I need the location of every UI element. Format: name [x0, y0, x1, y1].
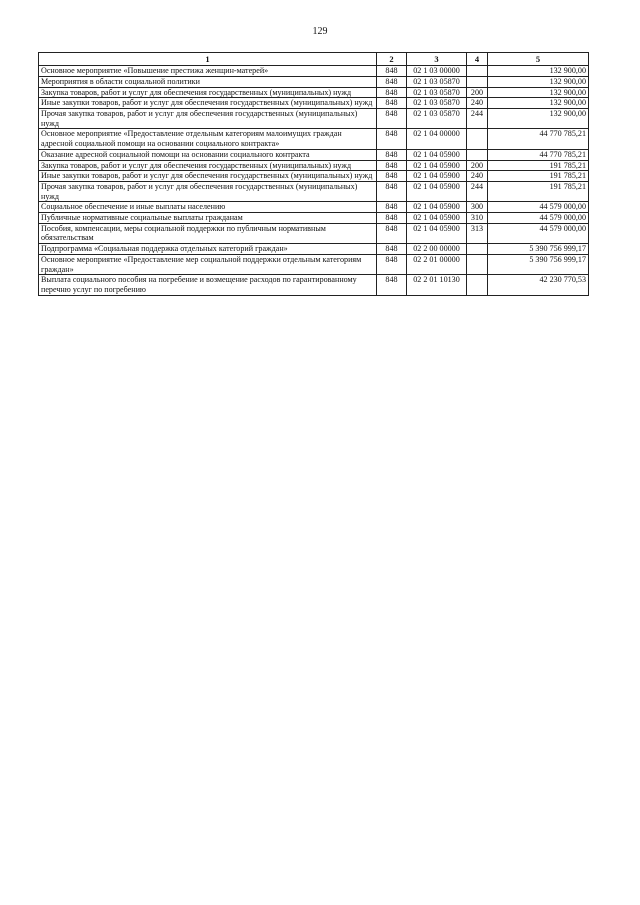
cell-sum: 191 785,21	[488, 181, 589, 201]
cell-gr: 848	[377, 76, 407, 87]
cell-name: Закупка товаров, работ и услуг для обеспечения государственных (муниципальных) нужд	[39, 160, 377, 171]
cell-name: Пособия, компенсации, меры социальной поддержки по публичным нормативным обязательствам	[39, 223, 377, 243]
cell-sum: 44 770 785,21	[488, 149, 589, 160]
cell-csr: 02 1 04 05900	[407, 202, 467, 213]
cell-name: Прочая закупка товаров, работ и услуг для обеспечения государственных (муниципальных) нужд	[39, 181, 377, 201]
cell-gr: 848	[377, 223, 407, 243]
cell-csr: 02 1 04 05900	[407, 171, 467, 182]
table-row	[39, 202, 589, 213]
cell-name: Выплата социального пособия на погребение и возмещение расходов по гарантированному перечню услуг по погребению	[39, 275, 377, 295]
cell-vr: 244	[467, 109, 488, 129]
cell-name: Прочая закупка товаров, работ и услуг для обеспечения государственных (муниципальных) нужд	[39, 109, 377, 129]
cell-name: Иные закупки товаров, работ и услуг для обеспечения государственных (муниципальных) нужд	[39, 98, 377, 109]
cell-vr: 200	[467, 160, 488, 171]
cell-csr: 02 1 03 05870	[407, 87, 467, 98]
cell-sum: 132 900,00	[488, 66, 589, 77]
cell-csr: 02 1 04 05900	[407, 181, 467, 201]
cell-sum: 44 770 785,21	[488, 129, 589, 149]
cell-vr	[467, 66, 488, 77]
cell-sum: 132 900,00	[488, 76, 589, 87]
cell-sum: 132 900,00	[488, 87, 589, 98]
cell-vr: 200	[467, 87, 488, 98]
cell-gr: 848	[377, 254, 407, 274]
table-row	[39, 109, 589, 129]
header-col-3: 3	[407, 53, 467, 66]
cell-name: Основное мероприятие «Предоставление отдельным категориям малоимущих граждан адресной социальной помощи на основании социального контракта»	[39, 129, 377, 149]
table-row	[39, 244, 589, 255]
cell-vr: 313	[467, 223, 488, 243]
cell-vr: 240	[467, 171, 488, 182]
cell-sum: 132 900,00	[488, 109, 589, 129]
cell-gr: 848	[377, 149, 407, 160]
table-row	[39, 98, 589, 109]
cell-sum: 44 579 000,00	[488, 202, 589, 213]
cell-name: Мероприятия в области социальной политики	[39, 76, 377, 87]
cell-name: Основное мероприятие «Повышение престижа женщин-матерей»	[39, 66, 377, 77]
header-col-1: 1	[39, 53, 377, 66]
cell-gr: 848	[377, 244, 407, 255]
cell-vr	[467, 76, 488, 87]
cell-csr: 02 1 04 05900	[407, 160, 467, 171]
header-col-5: 5	[488, 53, 589, 66]
cell-csr: 02 1 04 05900	[407, 213, 467, 224]
table-row	[39, 223, 589, 243]
header-row	[39, 53, 589, 66]
cell-csr: 02 2 00 00000	[407, 244, 467, 255]
cell-gr: 848	[377, 98, 407, 109]
cell-csr: 02 2 01 00000	[407, 254, 467, 274]
cell-csr: 02 1 04 05900	[407, 223, 467, 243]
cell-name: Иные закупки товаров, работ и услуг для обеспечения государственных (муниципальных) нужд	[39, 171, 377, 182]
cell-vr: 300	[467, 202, 488, 213]
page-number: 129	[312, 26, 328, 37]
table-row	[39, 254, 589, 274]
table-row	[39, 129, 589, 149]
cell-vr: 310	[467, 213, 488, 224]
cell-gr: 848	[377, 109, 407, 129]
cell-csr: 02 1 03 05870	[407, 76, 467, 87]
cell-gr: 848	[377, 181, 407, 201]
cell-name: Социальное обеспечение и иные выплаты населению	[39, 202, 377, 213]
table-row	[39, 171, 589, 182]
cell-sum: 44 579 000,00	[488, 223, 589, 243]
cell-gr: 848	[377, 87, 407, 98]
cell-vr	[467, 129, 488, 149]
cell-name: Подпрограмма «Социальная поддержка отдельных категорий граждан»	[39, 244, 377, 255]
table-row	[39, 275, 589, 295]
table-row	[39, 213, 589, 224]
cell-csr: 02 1 03 00000	[407, 66, 467, 77]
cell-gr: 848	[377, 171, 407, 182]
cell-sum: 191 785,21	[488, 171, 589, 182]
cell-vr	[467, 149, 488, 160]
cell-gr: 848	[377, 202, 407, 213]
cell-vr	[467, 244, 488, 255]
cell-sum: 44 579 000,00	[488, 213, 589, 224]
cell-vr: 240	[467, 98, 488, 109]
table-row	[39, 87, 589, 98]
cell-csr: 02 1 04 05900	[407, 149, 467, 160]
cell-vr	[467, 275, 488, 295]
cell-sum: 42 230 770,53	[488, 275, 589, 295]
cell-vr	[467, 254, 488, 274]
cell-vr: 244	[467, 181, 488, 201]
cell-gr: 848	[377, 213, 407, 224]
cell-gr: 848	[377, 160, 407, 171]
cell-csr: 02 1 04 00000	[407, 129, 467, 149]
cell-sum: 5 390 756 999,17	[488, 244, 589, 255]
table-row	[39, 66, 589, 77]
table-row	[39, 76, 589, 87]
cell-csr: 02 1 03 05870	[407, 98, 467, 109]
cell-sum: 5 390 756 999,17	[488, 254, 589, 274]
cell-name: Оказание адресной социальной помощи на основании социального контракта	[39, 149, 377, 160]
cell-name: Основное мероприятие «Предоставление мер социальной поддержки отдельным категориям граждан»	[39, 254, 377, 274]
cell-csr: 02 2 01 10130	[407, 275, 467, 295]
cell-gr: 848	[377, 129, 407, 149]
header-col-2: 2	[377, 53, 407, 66]
cell-sum: 191 785,21	[488, 160, 589, 171]
cell-csr: 02 1 03 05870	[407, 109, 467, 129]
table-row	[39, 149, 589, 160]
table-row	[39, 181, 589, 201]
cell-name: Закупка товаров, работ и услуг для обеспечения государственных (муниципальных) нужд	[39, 87, 377, 98]
table-row	[39, 160, 589, 171]
cell-gr: 848	[377, 66, 407, 77]
budget-table	[38, 52, 589, 296]
cell-sum: 132 900,00	[488, 98, 589, 109]
cell-name: Публичные нормативные социальные выплаты гражданам	[39, 213, 377, 224]
cell-gr: 848	[377, 275, 407, 295]
header-col-4: 4	[467, 53, 488, 66]
